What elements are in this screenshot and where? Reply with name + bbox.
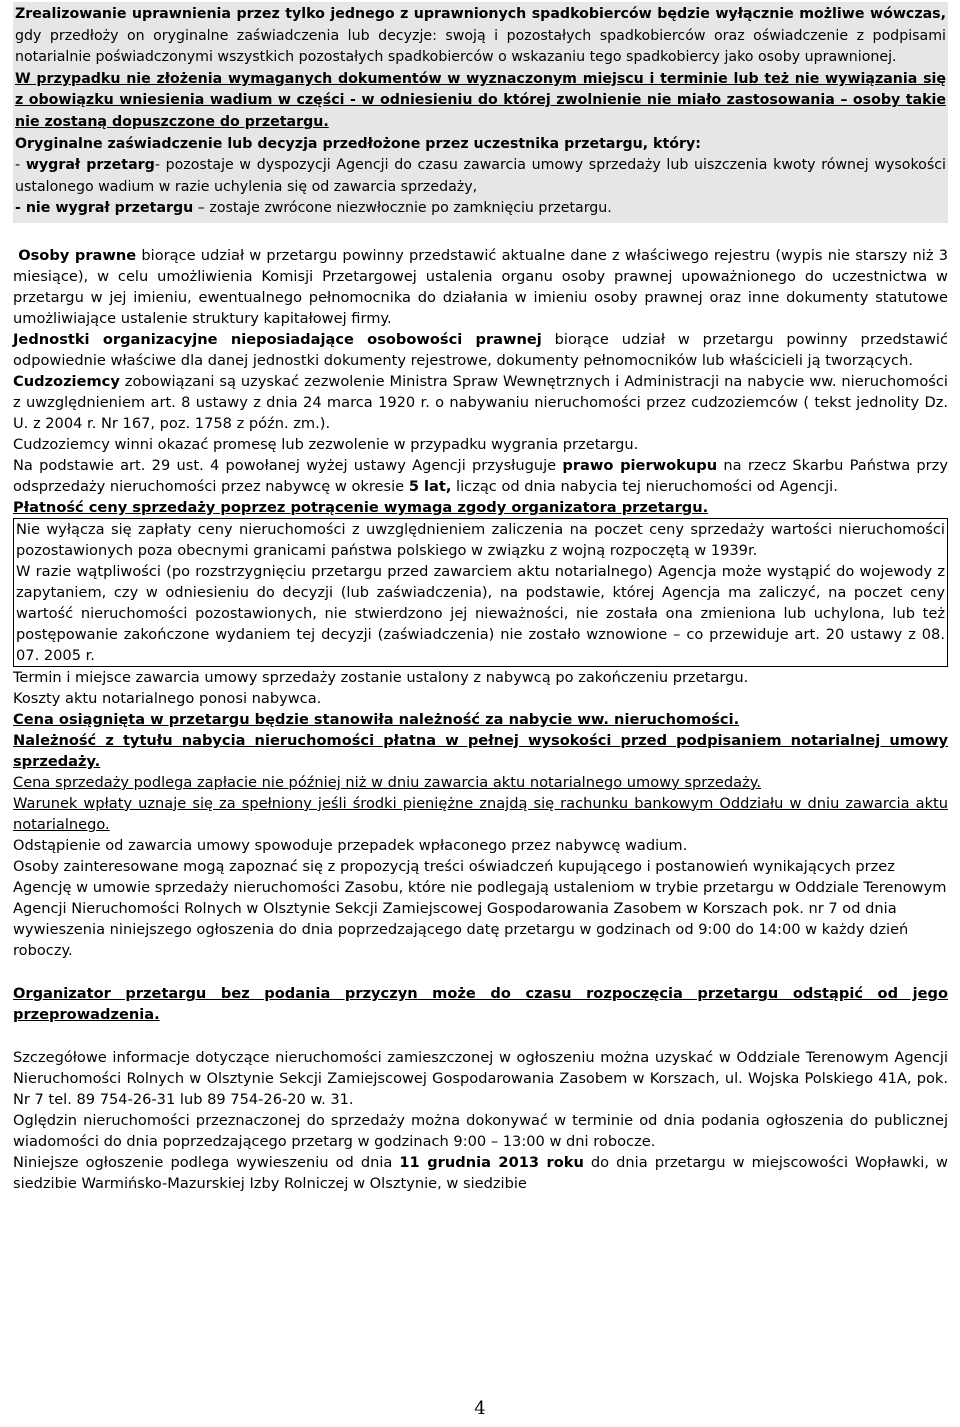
loser-bold: - nie wygrał przetargu bbox=[15, 200, 194, 217]
boxed-paragraph-1: Nie wyłącza się zapłaty ceny nieruchomości z uwzględnieniem zaliczenia na poczet ceny sprzedaży wartości nieruchomości pozostawionych poza obecnymi granicami państwa polskiego w związku z wojną rozpoczętą w 1939r. bbox=[16, 520, 945, 559]
page-number: 4 bbox=[474, 1398, 486, 1419]
original-certificate-text: Oryginalne zaświadczenie lub decyzja przedłożone przez uczestnika przetargu, który: bbox=[15, 135, 701, 152]
notary-costs-paragraph: Koszty aktu notarialnego ponosi nabywca. bbox=[13, 689, 322, 707]
posting-text-b: do dnia przetargu w miejscowości Wopławki, w siedzibie Warmińsko-Mazurskiej Izby Rolniczej w Olsztynie, w siedzibie bbox=[13, 1153, 948, 1192]
loser-text: – zostaje zwrócone niezwłocznie po zamknięciu przetargu. bbox=[193, 200, 612, 217]
posting-text-a: Niniejsze ogłoszenie podlega wywieszeniu od dnia bbox=[13, 1153, 400, 1171]
withdrawal-paragraph: Odstąpienie od zawarcia umowy spowoduje przepadek wpłaconego przez nabywcę wadium. bbox=[13, 836, 688, 854]
organizational-units-bold: Jednostki organizacyjne nieposiadające osobowości prawnej bbox=[13, 330, 542, 348]
boxed-paragraph-2: W razie wątpliwości (po rozstrzygnięciu przetargu przed zawarciem aktu notarialnego) Agencja może wystąpić do wojewody z zapytaniem, czy w odniesieniu do decyzji (lub zaświadczenia), na podstawie, której Agencja ma zaliczyć, na poczet ceny wartość nieruchomości pozostawionych, nie stwierdzono jej nieważności, nie została ona zmieniona lub uchylona, lub też postępowanie zakończone wydaniem tej decyzji (zaświadczenia) nie zostało wznowione – co przewiduje art. 20 ustawy z 08. 07. 2005 r. bbox=[16, 562, 945, 664]
legal-persons-text: biorące udział w przetargu powinny przedstawić aktualne dane z właściwego rejestru (wypis nie starszy niż 3 miesiące), w celu umożliwienia Komisji Przetargowej ustalenia organu osoby prawnej upoważnionego do uczestnictwa w przetargu w jej imieniu, ewentualnego pełnomocnika do działania w imieniu osoby prawnej oraz inne dokumenty statutowe umożliwiające ustalenie struktury kapitałowej firmy. bbox=[13, 246, 949, 327]
foreigners-paragraph bbox=[13, 371, 948, 434]
preemption-text-e: licząc od dnia nabycia tej nieruchomości od Agencji. bbox=[451, 477, 838, 495]
preemption-paragraph bbox=[13, 455, 948, 497]
payment-deadline-text: Cena sprzedaży podlega zapłacie nie później niż w dniu zawarcia aktu notarialnego umowy sprzedaży. bbox=[13, 773, 761, 791]
preemption-text-a: Na podstawie art. 29 ust. 4 powołanej wyżej ustawy Agencji przysługuje bbox=[13, 456, 563, 474]
foreigners-bold: Cudzoziemcy bbox=[13, 372, 120, 390]
details-paragraph: Szczegółowe informacje dotyczące nieruchomości zamieszczonej w ogłoszeniu można uzyskać w Oddziale Terenowym Agencji Nieruchomości Rolnych w Olsztynie Sekcji Zamiejscowej Gospodarowania Zasobem w Korszach, ul. Wojska Polskiego 41A, pok. Nr 7 tel. 89 754-26-31 lub 89 754-26-20 w. 31. bbox=[13, 1048, 948, 1108]
contract-date-paragraph: Termin i miejsce zawarcia umowy sprzedaży zostanie ustalony z nabywcą po zakończeniu przetargu. bbox=[13, 668, 749, 686]
price-heading-1 bbox=[13, 709, 948, 730]
foreigners-text: zobowiązani są uzyskać zezwolenie Ministra Spraw Wewnętrznych i Administracji na nabycie ww. nieruchomości z uwzględnieniem art. 8 ustawy z dnia 24 marca 1920 r. o nabywaniu nieruchomości przez cudzoziemców ( tekst jednolity Dz. U. z 2004 r. Nr 167, poz. 1758 z późn. zm.). bbox=[13, 372, 948, 432]
price-heading-2-text: Należność z tytułu nabycia nieruchomości płatna w pełnej wysokości przed podpisaniem notarialnej umowy sprzedaży. bbox=[13, 731, 948, 770]
inspection-paragraph: Oględzin nieruchomości przeznaczonej do sprzedaży można dokonywać w terminie od dnia podania ogłoszenia do publicznej wiadomości do dnia poprzedzającego przetarg w godzinach 9:00 – 13:00 w dni robocze. bbox=[13, 1111, 948, 1150]
heirs-bold-text: Zrealizowanie uprawnienia przez tylko jednego z uprawnionych spadkobierców będzie wyłącznie możliwe wówczas, bbox=[15, 6, 946, 22]
payment-heading bbox=[13, 497, 948, 518]
winner-prefix: - bbox=[15, 157, 26, 174]
organizational-units-text: biorące udział w przetargu powinny przedstawić odpowiednie właściwe dla danej jednostki dokumenty rejestrowe, dokumenty pełnomocników lub właścicieli ją tworzących. bbox=[13, 330, 948, 369]
declarations-paragraph: Osoby zainteresowane mogą zapoznać się z propozycją treści oświadczeń kupującego i postanowień wynikających przez Agencję w umowie sprzedaży nieruchomości Zasobu, które nie podlegają ustaleniom w trybie przetargu w Oddziale Terenowym Agencji Nieruchomości Rolnych w Olsztynie Sekcji Zamiejscowej Gospodarowania Zasobem w Korszach pok. nr 7 od dnia wywieszenia niniejszego ogłoszenia do dnia poprzedzającego datę przetargu w godzinach od 9:00 do 14:00 w każdy dzień roboczy. bbox=[13, 857, 947, 959]
legal-persons-bold: Osoby prawne bbox=[18, 246, 137, 264]
payment-heading-text: Płatność ceny sprzedaży poprzez potrącenie wymaga zgody organizatora przetargu. bbox=[13, 498, 709, 516]
heirs-text: gdy przedłoży on oryginalne zaświadczenia lub decyzje: swoją i pozostałych spadkobierców oraz oświadczenie z podpisami notarialnie poświadczonymi wszystkich pozostałych spadkobierców o wskazaniu tego spadkobiercy jako osoby uprawnionej. bbox=[15, 27, 946, 66]
preemption-text-c: na rzecz Skarbu Państwa przy odsprzedaży nieruchomości przez nabywcę w okresie bbox=[13, 456, 948, 495]
shaded-conditions-block bbox=[13, 2, 948, 223]
winner-bold: wygrał przetarg bbox=[25, 157, 155, 174]
preemption-period-bold: 5 lat, bbox=[408, 477, 452, 495]
foreigners-promise-paragraph: Cudzoziemcy winni okazać promesę lub zezwolenie w przypadku wygrania przetargu. bbox=[13, 435, 639, 453]
legal-persons-paragraph bbox=[13, 245, 948, 329]
price-heading-2 bbox=[13, 730, 948, 772]
missing-documents-text: W przypadku nie złożenia wymaganych dokumentów w wyznaczonym miejscu i terminie lub też nie wywiązania się z obowiązku wniesienia wadium w części - w odniesieniu do której zwolnienie nie miało zastosowania – osoby takie nie zostaną dopuszczone do przetargu. bbox=[15, 70, 946, 130]
boxed-section bbox=[13, 518, 948, 667]
organizational-units-paragraph bbox=[13, 329, 948, 371]
loser-paragraph bbox=[15, 198, 946, 220]
heirs-paragraph bbox=[15, 4, 946, 69]
winner-text: - pozostaje w dyspozycji Agencji do czasu zawarcia umowy sprzedaży lub uiszczenia kwoty równej wysokości ustalonego wadium w razie uchylenia się od zawarcia sprzedaży, bbox=[15, 157, 946, 195]
original-certificate-heading bbox=[15, 134, 946, 156]
organizer-paragraph bbox=[13, 983, 948, 1025]
payment-condition-paragraph bbox=[13, 793, 948, 835]
price-heading-1-text: Cena osiągnięta w przetargu będzie stanowiła należność za nabycie ww. nieruchomości. bbox=[13, 710, 740, 728]
document-page bbox=[13, 0, 948, 1194]
organizer-text: Organizator przetargu bez podania przyczyn może do czasu rozpoczęcia przetargu odstąpić od jego przeprowadzenia. bbox=[13, 984, 948, 1023]
posting-date-bold: 11 grudnia 2013 roku bbox=[399, 1153, 584, 1171]
preemption-right-bold: prawo pierwokupu bbox=[562, 456, 718, 474]
winner-paragraph bbox=[15, 155, 946, 198]
missing-documents-paragraph bbox=[15, 69, 946, 134]
posting-paragraph bbox=[13, 1152, 948, 1194]
payment-condition-text: Warunek wpłaty uznaje się za spełniony jeśli środki pieniężne znajdą się rachunku bankowym Oddziału w dniu zawarcia aktu notarialnego. bbox=[13, 794, 948, 833]
payment-deadline-paragraph bbox=[13, 772, 948, 793]
